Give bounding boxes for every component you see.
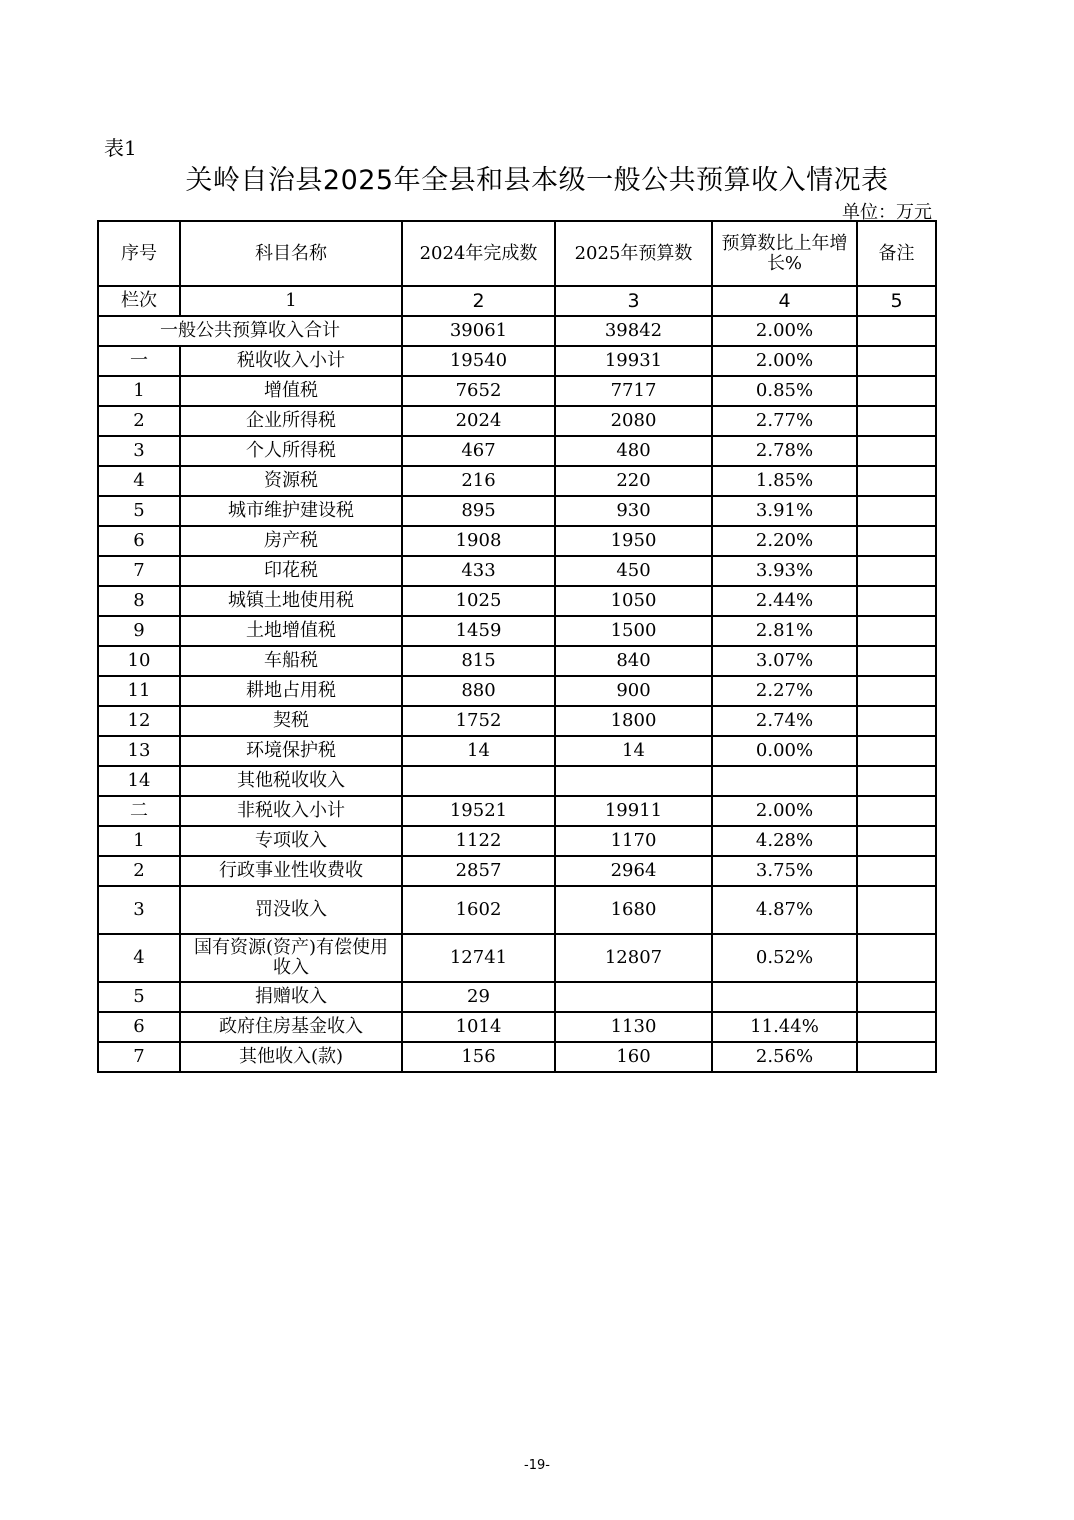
colnum-5: 5: [857, 286, 936, 316]
row-name: 车船税: [180, 646, 402, 676]
table-row: [98, 466, 936, 496]
row-seq: 9: [98, 616, 180, 646]
table-row: [98, 376, 936, 406]
colnum-1: 1: [180, 286, 402, 316]
row-seq: 2: [98, 856, 180, 886]
colnum-3: 3: [555, 286, 712, 316]
row-seq: 10: [98, 646, 180, 676]
header-seq: 序号: [98, 221, 180, 286]
row-growth: 2.74%: [712, 706, 857, 736]
row-2024: 19521: [402, 796, 555, 826]
table-row: [98, 346, 936, 376]
table-row: [98, 496, 936, 526]
row-growth: 2.00%: [712, 796, 857, 826]
row-growth: 2.56%: [712, 1042, 857, 1072]
row-name: 罚没收入: [180, 886, 402, 934]
row-note: [857, 766, 936, 796]
row-note: [857, 646, 936, 676]
row-2024: 1908: [402, 526, 555, 556]
table-row: [98, 982, 936, 1012]
row-seq: 13: [98, 736, 180, 766]
row-name: 非税收入小计: [180, 796, 402, 826]
page-number: -19-: [524, 1458, 550, 1473]
row-growth: 4.28%: [712, 826, 857, 856]
row-2025: [555, 982, 712, 1012]
row-2025: 19911: [555, 796, 712, 826]
row-seq: 14: [98, 766, 180, 796]
row-name: 房产税: [180, 526, 402, 556]
row-seq: 1: [98, 826, 180, 856]
table-row: [98, 796, 936, 826]
row-name: 行政事业性收费收: [180, 856, 402, 886]
row-name: 环境保护税: [180, 736, 402, 766]
row-name: 捐赠收入: [180, 982, 402, 1012]
row-note: [857, 706, 936, 736]
row-2024: 7652: [402, 376, 555, 406]
row-note: [857, 826, 936, 856]
row-name: 政府住房基金收入: [180, 1012, 402, 1042]
row-growth: 4.87%: [712, 886, 857, 934]
row-note: [857, 886, 936, 934]
row-note: [857, 736, 936, 766]
row-2025: 840: [555, 646, 712, 676]
row-2024: 880: [402, 676, 555, 706]
page-title: 关岭自治县2025年全县和县本级一般公共预算收入情况表: [185, 165, 889, 196]
header-name: 科目名称: [180, 221, 402, 286]
row-2024: [402, 766, 555, 796]
table-row: [98, 616, 936, 646]
row-note: [857, 856, 936, 886]
table-row: [98, 1012, 936, 1042]
header-2024: 2024年完成数: [402, 221, 555, 286]
table-row: [98, 526, 936, 556]
row-note: [857, 934, 936, 982]
budget-revenue-table: [97, 220, 937, 1073]
row-2024: 433: [402, 556, 555, 586]
total-label: 一般公共预算收入合计: [98, 316, 402, 346]
row-seq: 7: [98, 1042, 180, 1072]
row-growth: 2.27%: [712, 676, 857, 706]
row-seq: 8: [98, 586, 180, 616]
row-seq: 3: [98, 886, 180, 934]
row-2025: 7717: [555, 376, 712, 406]
row-growth: 2.00%: [712, 346, 857, 376]
row-2024: 19540: [402, 346, 555, 376]
row-name: 个人所得税: [180, 436, 402, 466]
total-2024: 39061: [402, 316, 555, 346]
row-2024: 156: [402, 1042, 555, 1072]
row-note: [857, 586, 936, 616]
row-note: [857, 406, 936, 436]
row-growth: 3.91%: [712, 496, 857, 526]
header-growth: 预算数比上年增长%: [712, 221, 857, 286]
row-name: 税收收入小计: [180, 346, 402, 376]
row-2024: 1122: [402, 826, 555, 856]
unit-label: 单位：万元: [842, 202, 932, 223]
row-growth: 2.78%: [712, 436, 857, 466]
row-seq: 3: [98, 436, 180, 466]
row-2024: 815: [402, 646, 555, 676]
row-2024: 467: [402, 436, 555, 466]
row-name: 耕地占用税: [180, 676, 402, 706]
row-seq: 1: [98, 376, 180, 406]
row-note: [857, 982, 936, 1012]
table-row: [98, 556, 936, 586]
row-note: [857, 466, 936, 496]
row-growth: 3.93%: [712, 556, 857, 586]
row-growth: 0.85%: [712, 376, 857, 406]
row-seq: 6: [98, 1012, 180, 1042]
row-seq: 11: [98, 676, 180, 706]
row-growth: 2.81%: [712, 616, 857, 646]
table-row: [98, 586, 936, 616]
row-2024: 2024: [402, 406, 555, 436]
row-growth: 2.44%: [712, 586, 857, 616]
colnum-2: 2: [402, 286, 555, 316]
table-row: [98, 766, 936, 796]
row-note: [857, 1012, 936, 1042]
row-growth: 11.44%: [712, 1012, 857, 1042]
table-row: [98, 934, 936, 982]
table-row: [98, 856, 936, 886]
row-name: 契税: [180, 706, 402, 736]
column-number-row: [98, 286, 936, 316]
row-note: [857, 616, 936, 646]
row-2024: 1459: [402, 616, 555, 646]
row-note: [857, 346, 936, 376]
row-note: [857, 496, 936, 526]
table-row: [98, 886, 936, 934]
row-2025: 1170: [555, 826, 712, 856]
row-2025: 12807: [555, 934, 712, 982]
table-row: [98, 406, 936, 436]
row-note: [857, 376, 936, 406]
row-growth: 3.75%: [712, 856, 857, 886]
row-name: 资源税: [180, 466, 402, 496]
row-growth: 2.20%: [712, 526, 857, 556]
row-seq: 4: [98, 934, 180, 982]
row-note: [857, 676, 936, 706]
row-2025: 2080: [555, 406, 712, 436]
row-2025: 1950: [555, 526, 712, 556]
row-note: [857, 436, 936, 466]
table-label: 表1: [104, 136, 137, 160]
table-row: [98, 646, 936, 676]
colnum-label: 栏次: [98, 286, 180, 316]
row-note: [857, 556, 936, 586]
row-growth: 1.85%: [712, 466, 857, 496]
header-note: 备注: [857, 221, 936, 286]
row-2025: 480: [555, 436, 712, 466]
total-growth: 2.00%: [712, 316, 857, 346]
row-seq: 7: [98, 556, 180, 586]
row-2025: 1500: [555, 616, 712, 646]
row-name: 城市维护建设税: [180, 496, 402, 526]
row-name: 城镇土地使用税: [180, 586, 402, 616]
row-2024: 1025: [402, 586, 555, 616]
table-row: [98, 676, 936, 706]
row-name: 企业所得税: [180, 406, 402, 436]
table-row: [98, 1042, 936, 1072]
row-seq: 6: [98, 526, 180, 556]
row-note: [857, 1042, 936, 1072]
row-2025: 900: [555, 676, 712, 706]
row-name: 印花税: [180, 556, 402, 586]
row-2024: 1752: [402, 706, 555, 736]
header-2025: 2025年预算数: [555, 221, 712, 286]
row-seq: 5: [98, 496, 180, 526]
row-name: 国有资源(资产)有偿使用收入: [180, 934, 402, 982]
row-seq: 二: [98, 796, 180, 826]
row-2025: 220: [555, 466, 712, 496]
row-note: [857, 526, 936, 556]
row-growth: 0.52%: [712, 934, 857, 982]
row-2024: 2857: [402, 856, 555, 886]
row-seq: 2: [98, 406, 180, 436]
row-2025: 14: [555, 736, 712, 766]
row-name: 其他税收收入: [180, 766, 402, 796]
row-2024: 12741: [402, 934, 555, 982]
row-2024: 29: [402, 982, 555, 1012]
row-2025: [555, 766, 712, 796]
row-name: 其他收入(款): [180, 1042, 402, 1072]
row-2025: 1800: [555, 706, 712, 736]
row-name: 增值税: [180, 376, 402, 406]
table-row: [98, 736, 936, 766]
row-2025: 160: [555, 1042, 712, 1072]
table-row: [98, 436, 936, 466]
row-2024: 1014: [402, 1012, 555, 1042]
row-growth: [712, 766, 857, 796]
row-2025: 1050: [555, 586, 712, 616]
row-name: 土地增值税: [180, 616, 402, 646]
row-2025: 1680: [555, 886, 712, 934]
header-row: [98, 221, 936, 286]
row-seq: 12: [98, 706, 180, 736]
row-2025: 450: [555, 556, 712, 586]
row-2024: 216: [402, 466, 555, 496]
colnum-4: 4: [712, 286, 857, 316]
row-2024: 1602: [402, 886, 555, 934]
row-2024: 895: [402, 496, 555, 526]
row-growth: 0.00%: [712, 736, 857, 766]
row-growth: 2.77%: [712, 406, 857, 436]
total-row: [98, 316, 936, 346]
total-note: [857, 316, 936, 346]
row-2025: 19931: [555, 346, 712, 376]
row-2025: 2964: [555, 856, 712, 886]
table-row: [98, 706, 936, 736]
row-note: [857, 796, 936, 826]
row-seq: 4: [98, 466, 180, 496]
row-seq: 一: [98, 346, 180, 376]
row-name: 专项收入: [180, 826, 402, 856]
row-seq: 5: [98, 982, 180, 1012]
row-2025: 930: [555, 496, 712, 526]
row-2025: 1130: [555, 1012, 712, 1042]
row-growth: [712, 982, 857, 1012]
row-growth: 3.07%: [712, 646, 857, 676]
table-row: [98, 826, 936, 856]
row-2024: 14: [402, 736, 555, 766]
total-2025: 39842: [555, 316, 712, 346]
